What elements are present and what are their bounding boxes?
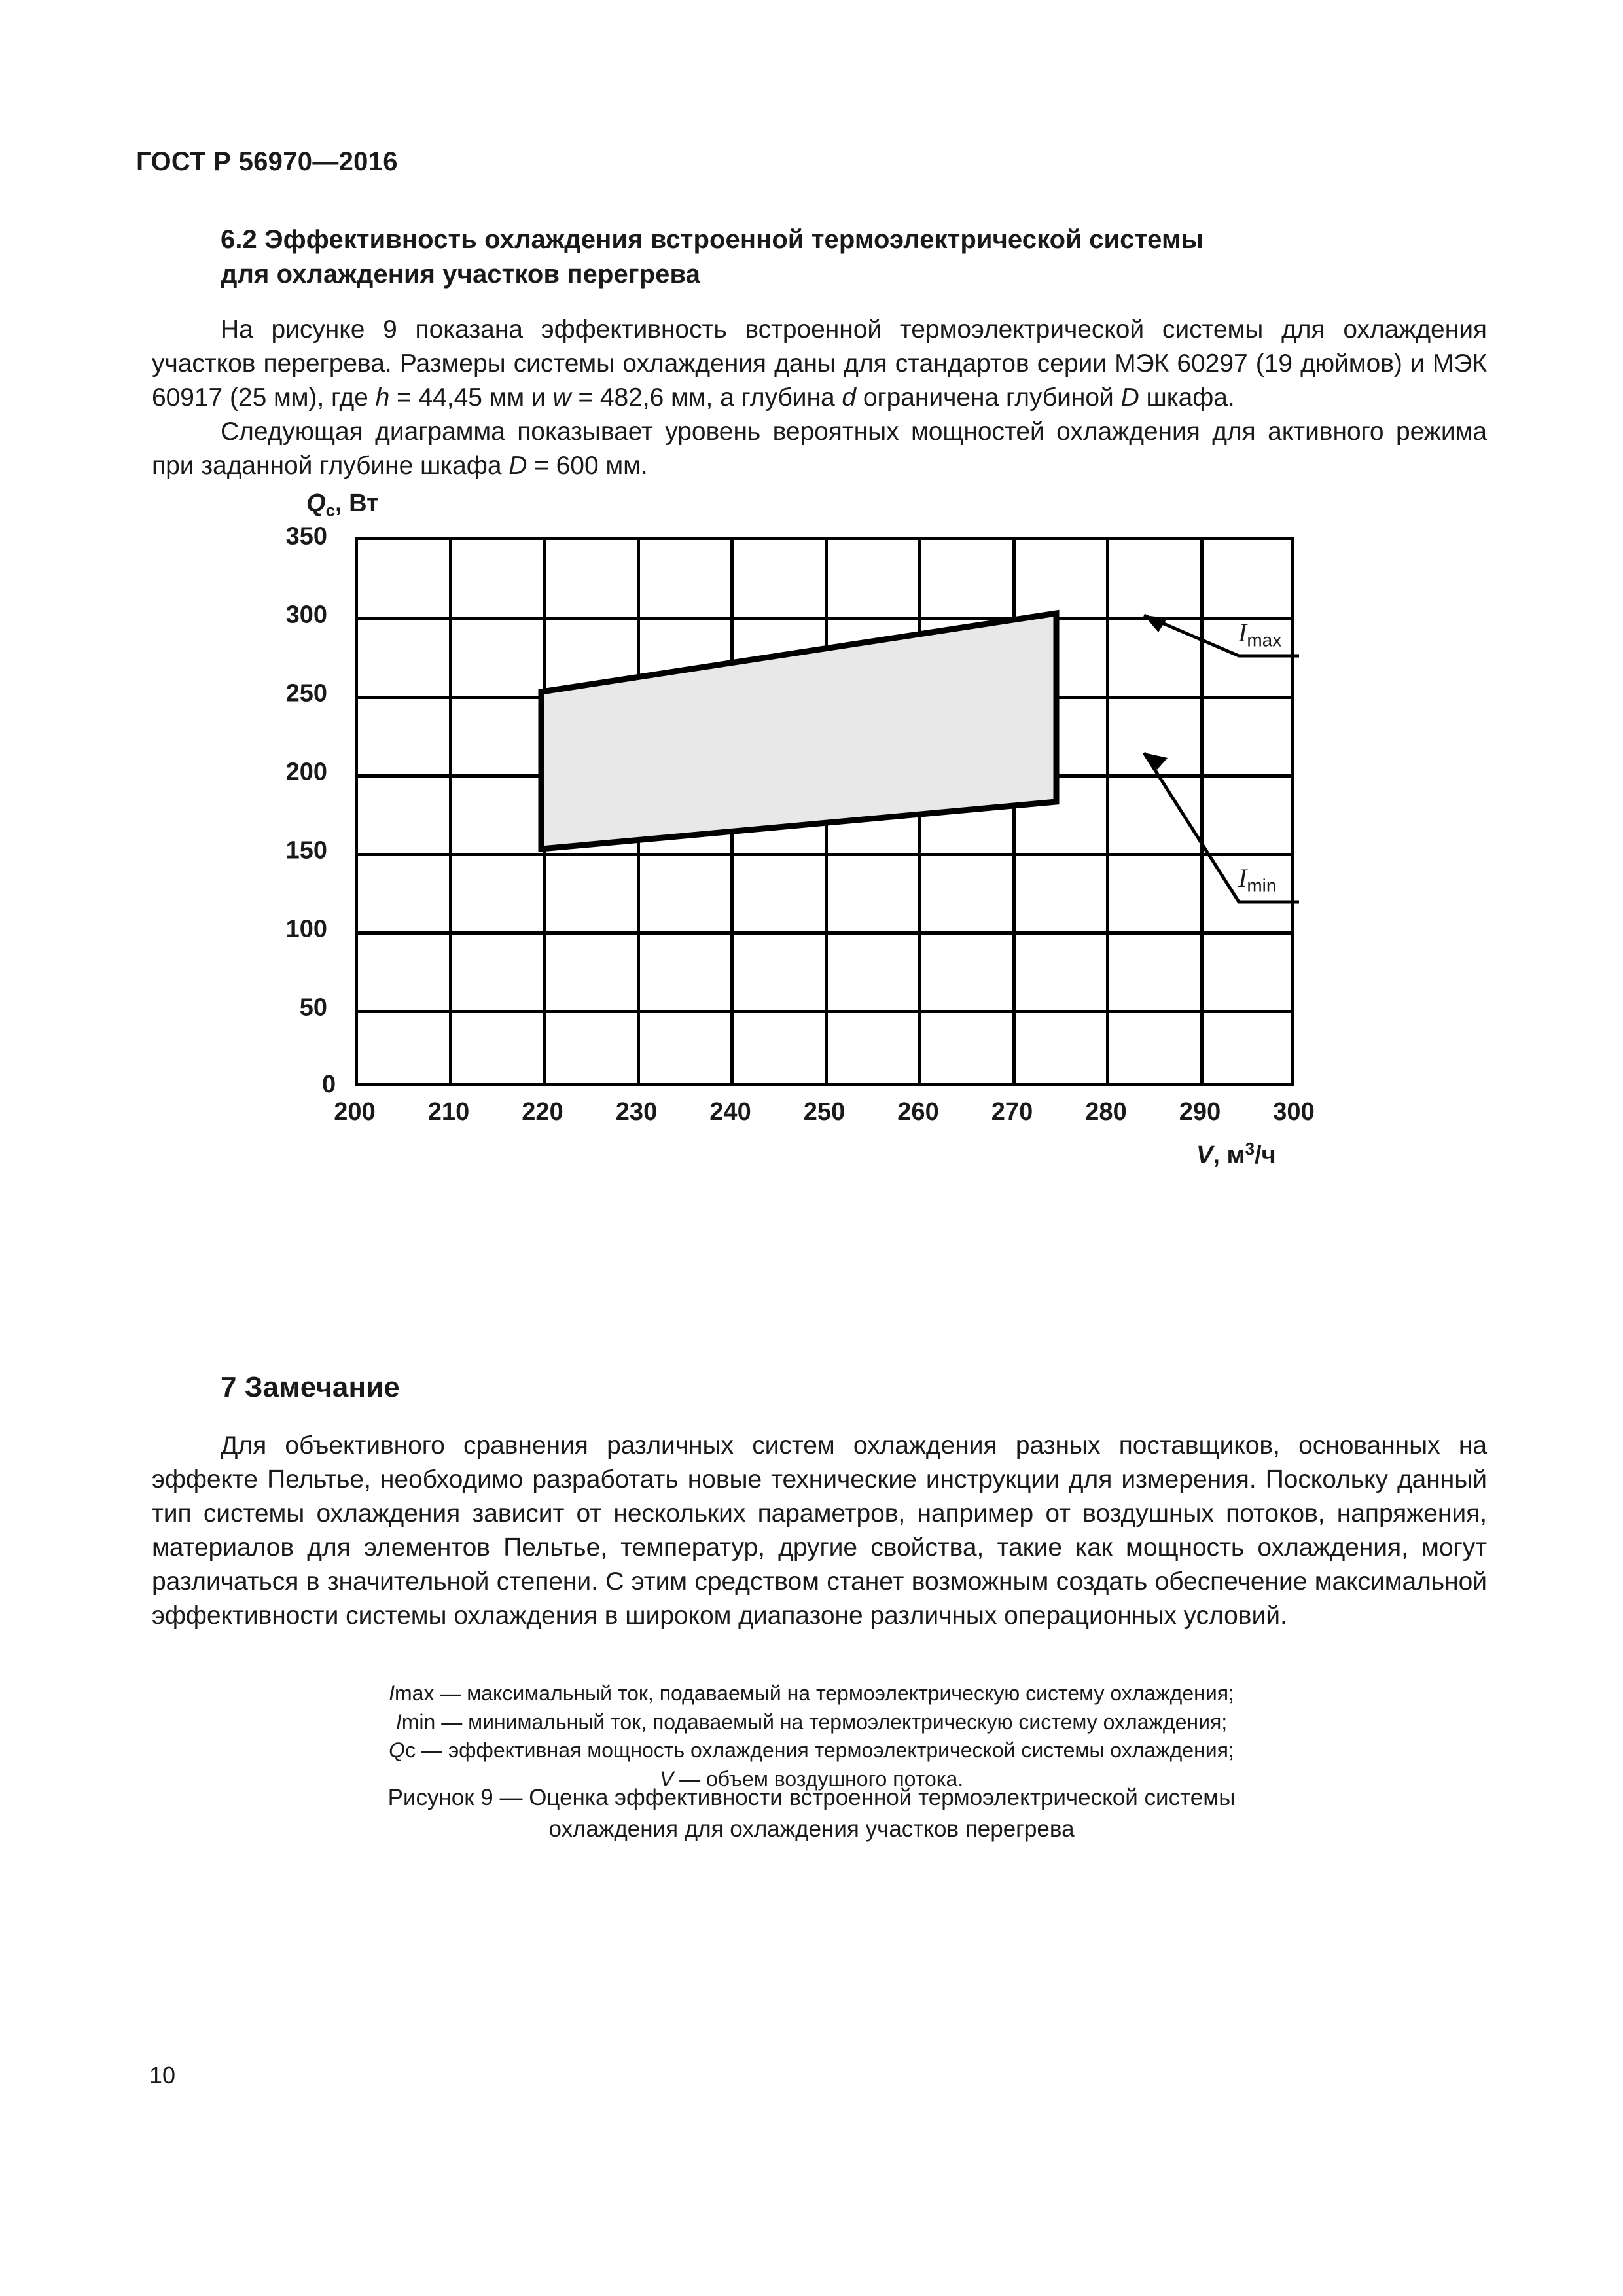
- y-tick-200: 200: [285, 758, 327, 786]
- figure-9-legend: [0, 1679, 1623, 1793]
- x-axis-label-tail: /ч: [1255, 1141, 1276, 1169]
- section-7-paragraph: Для объективного сравнения различных систем охлаждения разных поставщиков, основанных на эффекте Пельтье, необходимо разработать новые технические инструкции для измерения. Поскольку данный тип системы охлаждения зависит от нескольких параметров, например от воздушных потоков, напряжения, материалов для элементов Пельтье, температур, другие свойства, такие как мощность охлаждения, могут различаться в значительной степени. С этим средством станет возможным создать обеспечение максимальной эффективности системы охлаждения в широком диапазоне различных операционных условий.: [152, 1431, 1487, 1630]
- x-tick-300: 300: [1273, 1098, 1315, 1126]
- x-axis-label-var: V: [1196, 1141, 1213, 1169]
- p1-part3: = 482,6 мм, а глубина: [571, 383, 842, 412]
- legend-text-v: — объем воздушного потока.: [673, 1767, 964, 1791]
- section-6-2-heading-line-2: для охлаждения участков перегрева: [221, 259, 701, 289]
- callout-leader-lines: [281, 490, 1342, 1183]
- x-tick-250: 250: [803, 1098, 846, 1126]
- y-tick-250: 250: [285, 679, 327, 708]
- x-tick-280: 280: [1085, 1098, 1127, 1126]
- x-axis-label-unit: , м: [1213, 1141, 1245, 1169]
- x-tick-290: 290: [1179, 1098, 1221, 1126]
- y-tick-100: 100: [285, 915, 327, 943]
- x-tick-220: 220: [522, 1098, 563, 1126]
- legend-text-imax: max — максимальный ток, подаваемый на термоэлектрическую систему охлаждения;: [394, 1681, 1234, 1705]
- y-tick-300: 300: [285, 601, 327, 629]
- section-6-2-paragraph-1: [152, 313, 1487, 415]
- figure-9-caption-line-1: Рисунок 9 — Оценка эффективности встроенной термоэлектрической системы: [387, 1785, 1236, 1810]
- p1-var-h: h: [375, 383, 390, 412]
- y-axis-label-unit: , Вт: [335, 490, 379, 517]
- legend-var-qc: Q: [389, 1738, 406, 1763]
- x-tick-230: 230: [615, 1098, 658, 1126]
- y-tick-350: 350: [285, 522, 327, 550]
- callout-imax-var: I: [1238, 618, 1247, 647]
- callout-imin: [1238, 863, 1276, 896]
- section-7-heading: 7 Замечание: [221, 1371, 400, 1403]
- y-axis-label-var: Q: [306, 490, 326, 517]
- callout-imin-var: I: [1238, 863, 1247, 893]
- y-tick-150: 150: [285, 836, 327, 865]
- legend-text-qc: c — эффективная мощность охлаждения термоэлектрической системы охлаждения;: [405, 1738, 1234, 1763]
- p1-part4: ограничена глубиной: [856, 383, 1121, 412]
- callout-imin-subscript: min: [1247, 875, 1277, 896]
- callout-imax: [1238, 617, 1281, 651]
- y-tick-50: 50: [299, 994, 327, 1022]
- chart-area: [281, 490, 1342, 1183]
- y-axis-origin-label: 0: [322, 1071, 336, 1098]
- x-tick-260: 260: [897, 1098, 939, 1126]
- x-tick-200: 200: [334, 1098, 376, 1126]
- legend-line-imax: [0, 1679, 1623, 1708]
- section-6-2-heading: [152, 223, 1487, 292]
- x-tick-240: 240: [709, 1098, 751, 1126]
- page-number: 10: [149, 2062, 176, 2089]
- p1-part2: = 44,45 мм и: [389, 383, 553, 412]
- p1-var-d: d: [842, 383, 857, 412]
- x-axis-label-superscript: 3: [1245, 1139, 1255, 1158]
- legend-var-imin: I: [395, 1710, 402, 1734]
- page-content: [152, 223, 1487, 483]
- section-6-2-heading-line-1: 6.2 Эффективность охлаждения встроенной термоэлектрической системы: [221, 225, 1204, 254]
- p1-var-d-cap: D: [1120, 383, 1139, 412]
- legend-line-imin: [0, 1708, 1623, 1737]
- running-header: ГОСТ Р 56970—2016: [136, 147, 398, 176]
- x-tick-270: 270: [991, 1098, 1033, 1126]
- p1-part1: На рисунке 9 показана эффективность встроенной термоэлектрической системы для охлаждения участков перегрева. Размеры системы охлаждения даны для стандартов серии МЭК 60297 (19 дюймов) и МЭК 60917 (25 мм), где: [152, 315, 1487, 412]
- legend-var-v: V: [659, 1767, 674, 1791]
- section-7: [152, 1371, 1487, 1633]
- section-6-2-paragraph-2: [152, 415, 1487, 483]
- p1-var-w: w: [552, 383, 571, 412]
- figure-9-caption-line-2: охлаждения для охлаждения участков перегрева: [548, 1816, 1075, 1842]
- p2-part2: = 600 мм.: [527, 451, 648, 480]
- y-axis-label-subscript: c: [325, 500, 336, 520]
- p2-var-d-cap: D: [508, 451, 527, 480]
- x-tick-210: 210: [427, 1098, 470, 1126]
- legend-var-imax: I: [389, 1681, 395, 1705]
- x-axis-label: [1196, 1139, 1276, 1170]
- p2-part1: Следующая диаграмма показывает уровень вероятных мощностей охлаждения для активного режима при заданной глубине шкафа: [152, 417, 1487, 480]
- callout-imax-subscript: max: [1247, 630, 1282, 651]
- legend-line-qc: [0, 1736, 1623, 1765]
- figure-9-caption: [0, 1782, 1623, 1846]
- p1-part5: шкафа.: [1139, 383, 1235, 412]
- legend-text-imin: min — минимальный ток, подаваемый на термоэлектрическую систему охлаждения;: [401, 1710, 1228, 1734]
